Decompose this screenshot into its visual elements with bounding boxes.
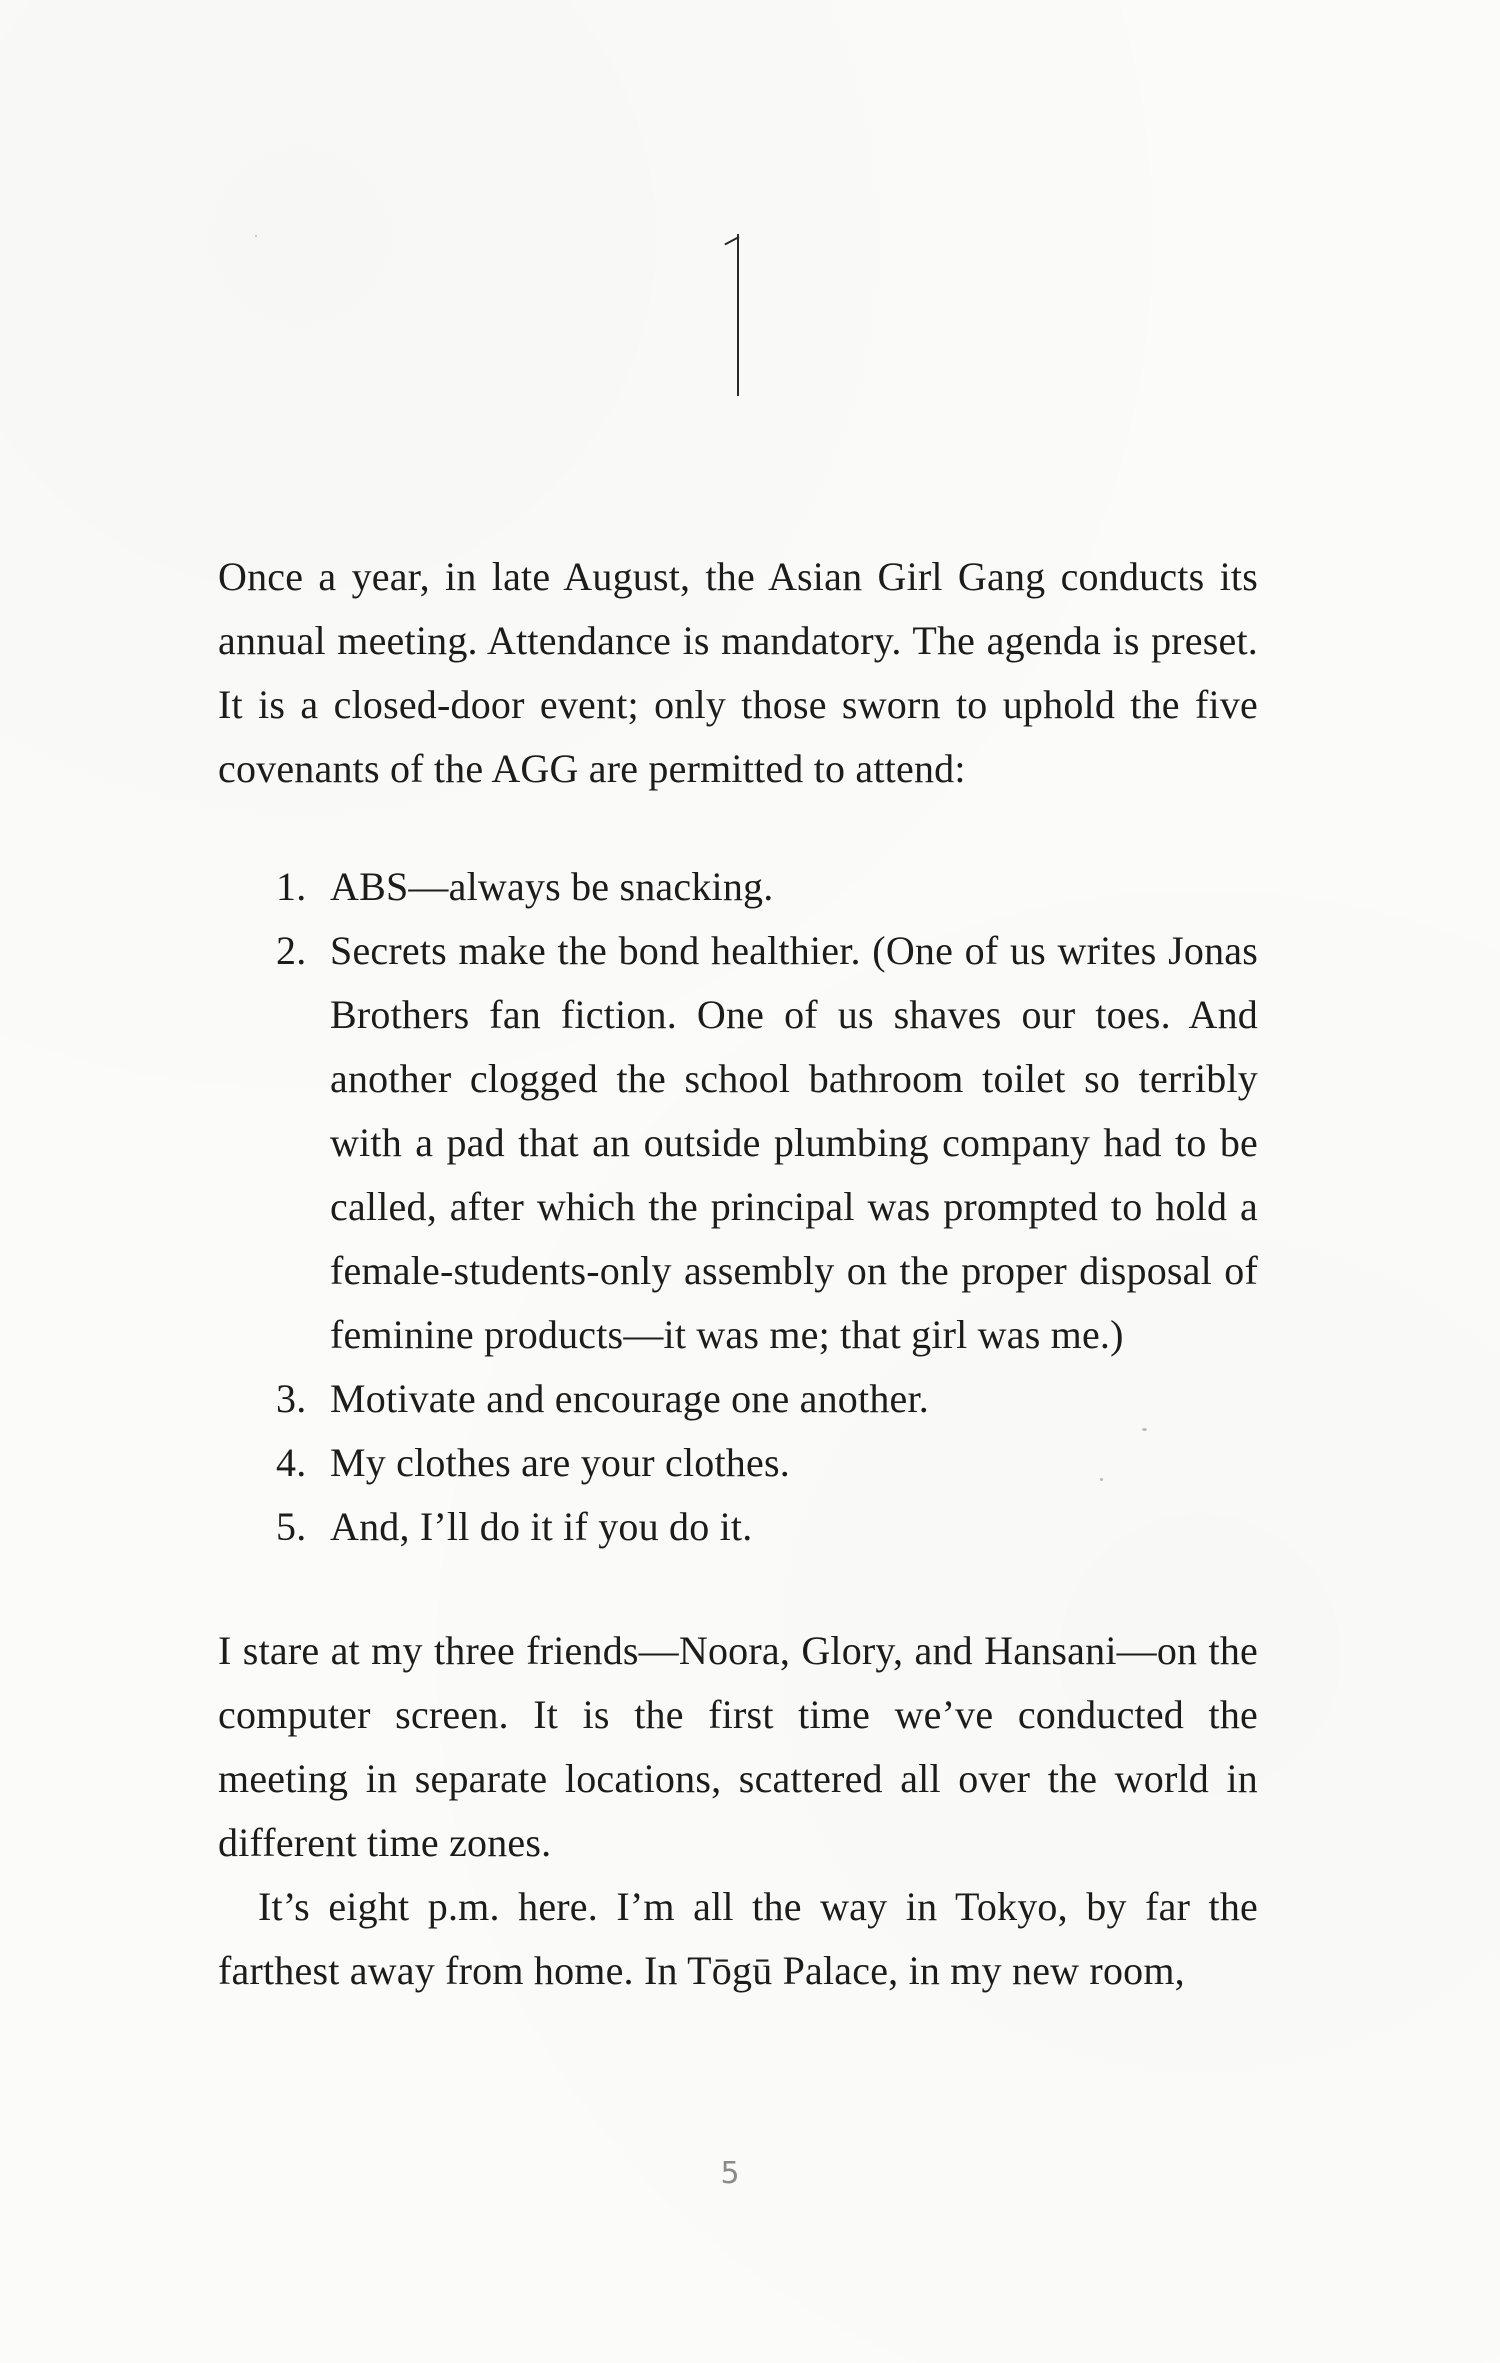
- list-item-number: 1.: [276, 864, 307, 909]
- list-item-text: Motivate and encourage one another.: [330, 1376, 929, 1421]
- list-item: [218, 1367, 1258, 1431]
- opening-paragraph: Once a year, in late August, the Asian Girl Gang conducts its annual meeting. Attendance is mandatory. The agenda is preset. It is a closed-door event; only those sworn to uphold the five covenants of the AGG are permitted to attend:: [218, 554, 1258, 791]
- list-item: [218, 1495, 1258, 1559]
- list-item-text: My clothes are your clothes.: [330, 1440, 790, 1485]
- chapter-body: [218, 545, 1258, 2003]
- chapter-number-text: [690, 232, 691, 233]
- list-item-text: Secrets make the bond healthier. (One of us writes Jonas Brothers fan fiction. One of us shaves our toes. And another clogged the school bathroom toilet so terribly with a pad that an outside plumbing company had to be called, after which the principal was prompted to hold a female-students-only assembly on the proper disposal of feminine products—it was me; that girl was me.): [330, 928, 1258, 1357]
- paper-speck: [1100, 1478, 1103, 1481]
- paper-speck: [1142, 1428, 1147, 1431]
- covenant-list: [218, 855, 1258, 1559]
- list-item-text: ABS—always be snacking.: [330, 864, 774, 909]
- body-paragraph: It’s eight p.m. here. I’m all the way in Tokyo, by far the farthest away from home. In Tōgū Palace, in my new room,: [218, 1884, 1258, 1993]
- chapter-number: [690, 232, 750, 402]
- chapter-number-stroke: [737, 234, 739, 396]
- list-item-number: 2.: [276, 928, 307, 973]
- list-item-number: 5.: [276, 1504, 307, 1549]
- list-item: [218, 919, 1258, 1367]
- page-number: 5: [720, 2156, 740, 2191]
- list-item-number: 3.: [276, 1376, 307, 1421]
- paper-speck: [255, 235, 257, 237]
- body-paragraph: I stare at my three friends—Noora, Glory, and Hansani—on the computer screen. It is the first time we’ve conducted the meeting in separate locations, scattered all over the world in different time zones.: [218, 1628, 1258, 1865]
- list-item-text: And, I’ll do it if you do it.: [330, 1504, 753, 1549]
- list-item: [218, 1431, 1258, 1495]
- list-item-number: 4.: [276, 1440, 307, 1485]
- list-item: [218, 855, 1258, 919]
